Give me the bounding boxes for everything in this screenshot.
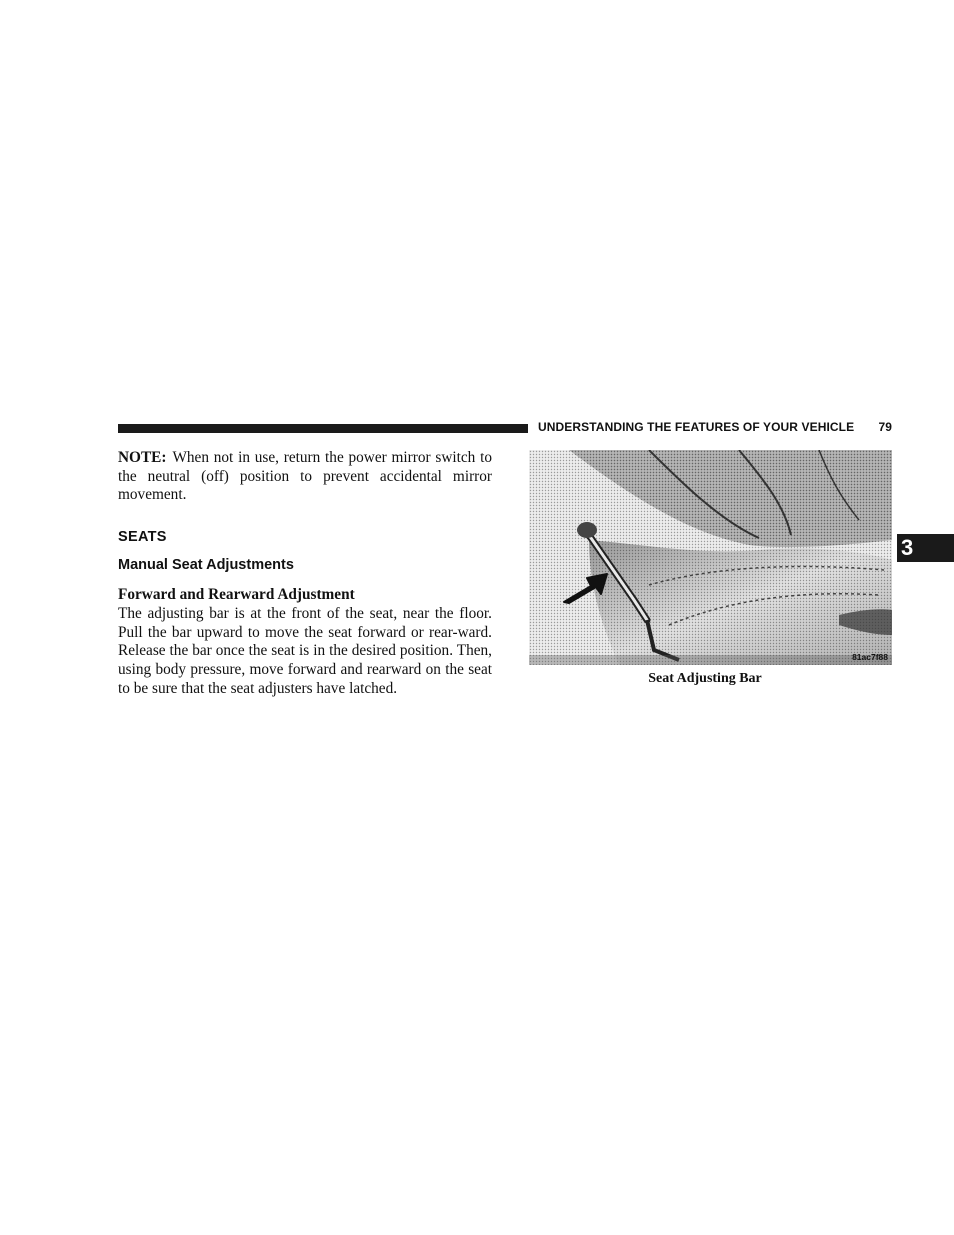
seat-illustration [529,450,892,665]
left-column [118,449,492,698]
forward-rearward-heading: Forward and Rearward Adjustment [118,586,355,604]
figure-caption: Seat Adjusting Bar [648,671,762,686]
chapter-number: 3 [901,535,914,560]
figure-code: 81ac7f88 [852,652,888,662]
note-label: NOTE: [118,449,167,466]
header-rule [118,424,528,433]
page-number: 79 [878,420,892,434]
chapter-tab [897,534,954,562]
note-text: When not in use, return the power mirror switch to the neutral (off) position to prevent accidental mirror movement. [118,449,492,504]
forward-rearward-body: The adjusting bar is at the front of the seat, near the floor. Pull the bar upward to move the seat forward or rear-ward. Release the bar once the seat is in the desired position. Then, using body pressure, move forward and rearward on the seat to be sure that the seat adjusters have latched. [118,604,492,697]
seat-adjusting-bar-figure [529,450,892,665]
seats-heading: SEATS [118,529,167,546]
note-paragraph [118,449,492,505]
manual-adjustments-heading: Manual Seat Adjustments [118,557,294,574]
running-header [538,420,892,434]
section-title: UNDERSTANDING THE FEATURES OF YOUR VEHICLE [538,420,855,434]
